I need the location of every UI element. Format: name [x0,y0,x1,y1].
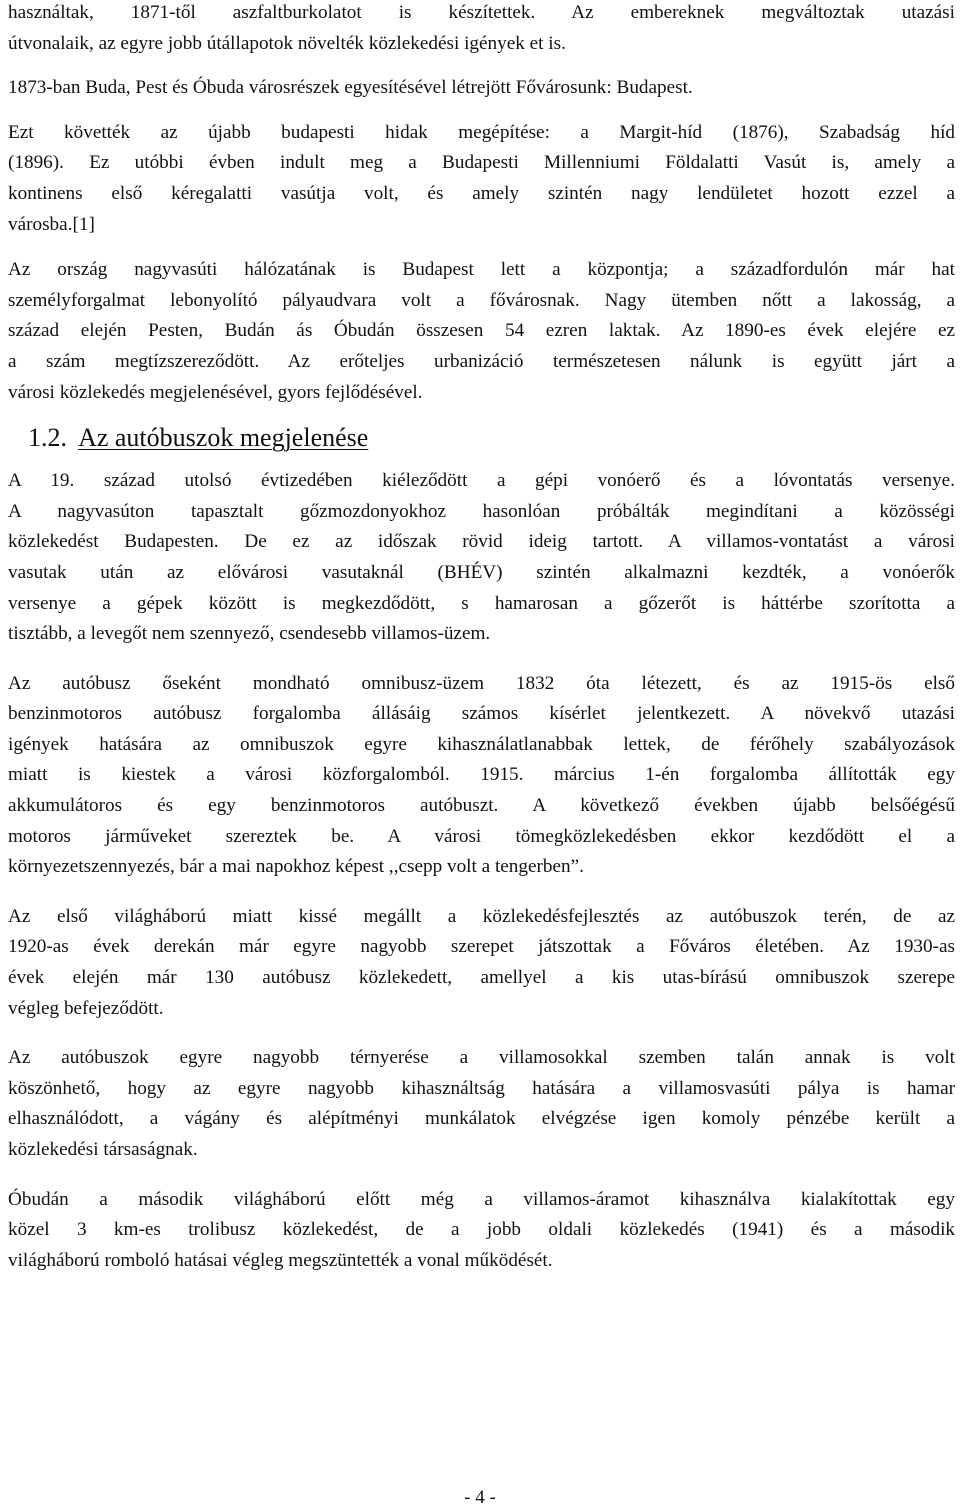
text-line: akkumulátoros és egy benzinmotoros autóbuszt. A következő években újabb belsőégésű [8,795,955,817]
text-line: használtak, 1871-től aszfaltburkolatot is készítettek. Az embereknek megváltoztak utazási [8,2,955,23]
text-line: köszönhető, hogy az egyre nagyobb kihasználtság hatására a villamosvasúti pálya is hamar [8,1077,955,1099]
paragraph-5 [8,466,955,650]
paragraph-2 [8,73,955,104]
text-line: század elején Pesten, Budán ás Óbudán összesen 54 ezren laktak. Az 1890-es évek elejére ez [8,320,955,342]
text-line: Óbudán a második világháború előtt még a villamos-áramot kihasználva kialakítottak egy [8,1188,955,1210]
text-line: Az ország nagyvasúti hálózatának is Budapest lett a központja; a századfordulón már hat [8,259,955,281]
page-number: - 4 - [464,1487,496,1508]
text-line: útvonalaik, az egyre jobb útállapotok növelték közlekedési igények et is. [8,32,566,54]
text-line: tisztább, a levegőt nem szennyező, csendesebb villamos-üzem. [8,623,491,645]
text-line: városba.[1] [8,213,95,235]
text-line: személyforgalmat lebonyolító pályaudvara volt a fővárosnak. Nagy ütemben nőtt a lakosság, a [8,289,955,311]
text-line: közel 3 km-es trolibusz közlekedést, de a jobb oldali közlekedés (1941) és a második [8,1219,955,1241]
text-line: Az autóbuszok egyre nagyobb térnyerése a villamosokkal szemben talán annak is volt [8,1047,955,1069]
paragraph-1 [8,0,955,59]
text-line: elhasználódott, a vágány és alépítményi munkálatok elvégzése igen komoly pénzébe került a [8,1108,955,1130]
section-title: Az autóbuszok megjelenése [78,423,369,453]
text-line: vasutak után az elővárosi vasutaknál (BHÉV) szintén alkalmazni kezdték, a vonóerők [8,561,955,583]
text-line: miatt is kiestek a városi közforgalomból. 1915. március 1-én forgalomba állították egy [8,764,955,786]
text-line: végleg befejeződött. [8,997,164,1019]
paragraph-6 [8,669,955,883]
text-line: 1920-as évek derekán már egyre nagyobb szerepet játszottak a Főváros életében. Az 1930-as [8,936,955,958]
text-line: környezetszennyezés, bár a mai napokhoz képest ,,csepp volt a tengerben”. [8,856,584,878]
text-line: a szám megtízszereződött. Az erőteljes urbanizáció természetesen nálunk is együtt járt a [8,350,955,372]
text-line: közlekedést Budapesten. De ez az időszak rövid ideig tartott. A villamos-vontatást a városi [8,531,955,553]
text-line: benzinmotoros autóbusz forgalomba állásáig számos kísérlet jelentkezett. A növekvő utazási [8,703,955,725]
section-heading [8,422,955,454]
paragraph-4 [8,255,955,408]
text-line: évek elején már 130 autóbusz közlekedett, amellyel a kis utas-bírású omnibuszok szerepe [8,967,955,989]
text-line: (1896). Ez utóbbi évben indult meg a Budapesti Millenniumi Földalatti Vasút is, amely a [8,152,955,174]
text-line: Az autóbusz őseként mondható omnibusz-üzem 1832 óta létezett, és az 1915-ös első [8,672,955,694]
text-line: közlekedési társaságnak. [8,1139,198,1160]
text-line: A nagyvasúton tapasztalt gőzmozdonyokhoz hasonlóan próbálták megindítani a közösségi [8,500,955,522]
paragraph-7 [8,902,955,1024]
text-line: A 19. század utolsó évtizedében kiéleződött a gépi vonóerő és a lóvontatás versenye. [8,470,955,492]
text-line: világháború romboló hatásai végleg megszüntették a vonal működését. [8,1249,553,1271]
text-line: 1873-ban Buda, Pest és Óbuda városrészek egyesítésével létrejött Fővárosunk: Budapest. [8,77,693,99]
text-line: Az első világháború miatt kissé megállt a közlekedésfejlesztés az autóbuszok terén, de az [8,905,955,927]
text-line: városi közlekedés megjelenésével, gyors fejlődésével. [8,381,423,403]
paragraph-8 [8,1043,955,1165]
text-line: igények hatására az omnibuszok egyre kihasználatlanabbak lettek, de férőhely szabályozások [8,733,955,755]
paragraph-3 [8,118,955,240]
paragraph-9 [8,1185,955,1277]
section-number: 1.2. [28,423,67,453]
text-line: versenye a gépek között is megkezdődött, s hamarosan a gőzerőt is háttérbe szorította a [8,592,955,614]
text-line: Ezt követték az újabb budapesti hidak megépítése: a Margit-híd (1876), Szabadság híd [8,121,955,143]
text-line: motoros járműveket szereztek be. A városi tömegközlekedésben ekkor kezdődött el a [8,825,955,847]
text-line: kontinens első kéregalatti vasútja volt, és amely szintén nagy lendületet hozott ezzel a [8,182,955,204]
document-page [8,0,955,1276]
